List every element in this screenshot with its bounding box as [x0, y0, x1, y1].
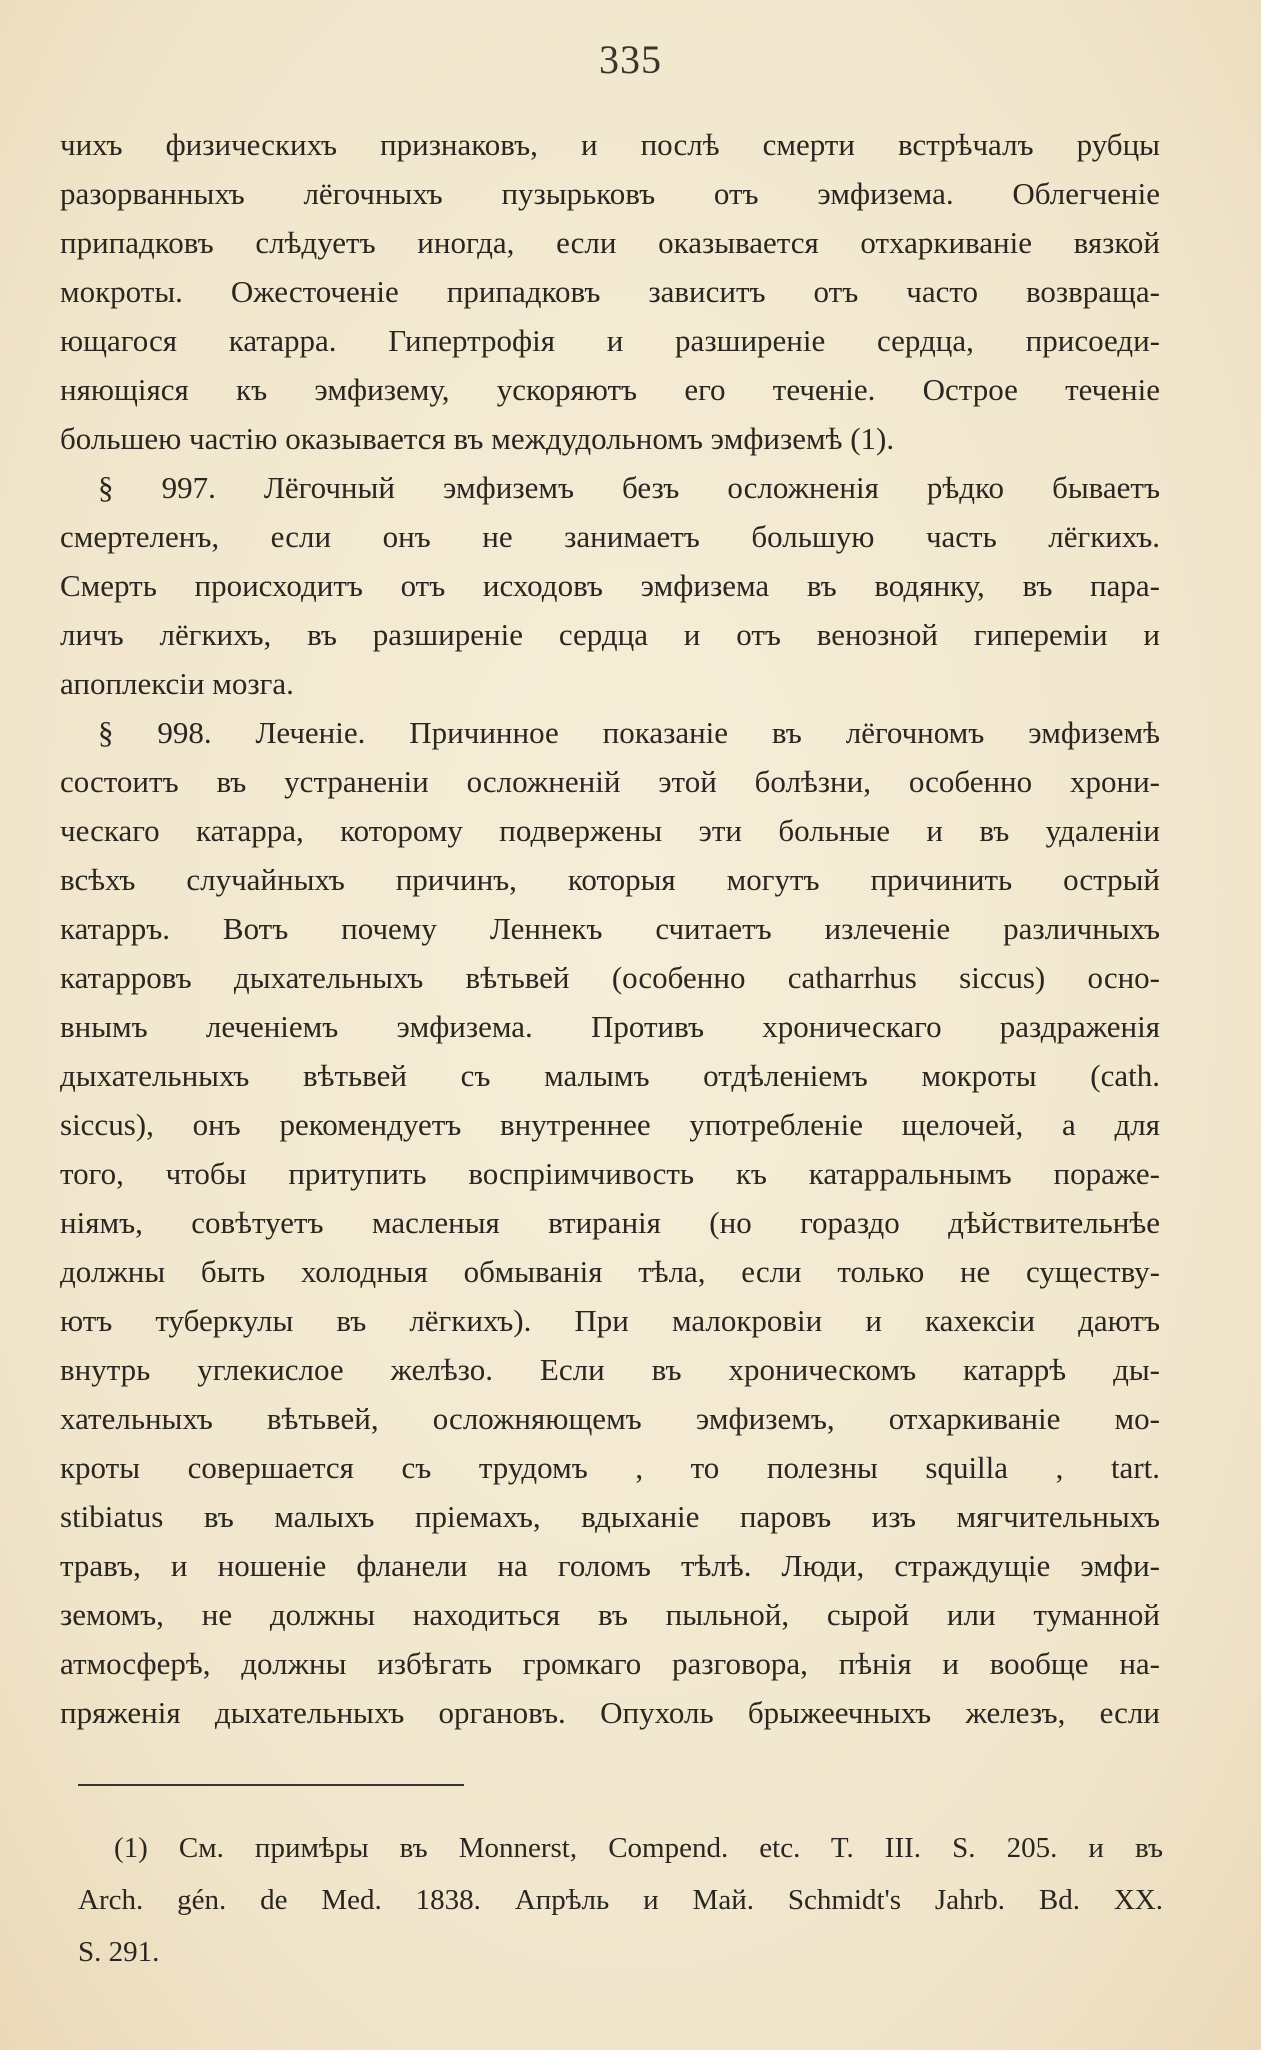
text-line: stibiatus въ малыхъ пріемахъ, вдыханіе паровъ изъ мягчительныхъ [60, 1499, 1160, 1534]
text-line: ютъ туберкулы въ лёгкихъ). При малокровіи и кахексіи даютъ [60, 1303, 1160, 1338]
text-line: ющагося катарра. Гипертрофія и разширеніе сердца, присоеди- [60, 323, 1160, 358]
text-line: катарръ. Вотъ почему Леннекъ считаетъ излеченіе различныхъ [60, 911, 1160, 946]
text-line: мокроты. Ожесточеніе припадковъ зависитъ отъ часто возвраща- [60, 274, 1160, 309]
footnote-line: Arch. gén. de Med. 1838. Апрѣль и Май. Schmidt's Jahrb. Bd. XX. [78, 1884, 1163, 1916]
text-line: дыхательныхъ вѣтьвей съ малымъ отдѣленіемъ мокроты (cath. [60, 1058, 1160, 1093]
text-line: Смерть происходитъ отъ исходовъ эмфизема въ водянку, въ пара- [60, 568, 1160, 603]
text-line: внутрь углекислое желѣзо. Если въ хроническомъ катаррѣ ды- [60, 1352, 1160, 1387]
text-line: хательныхъ вѣтьвей, осложняющемъ эмфиземъ, отхаркиваніе мо- [60, 1401, 1160, 1436]
text-line: травъ, и ношеніе фланели на голомъ тѣлѣ. Люди, страждущіе эмфи- [60, 1548, 1160, 1583]
text-line: разорванныхъ лёгочныхъ пузырьковъ отъ эмфизема. Облегченіе [60, 176, 1160, 211]
text-line: внымъ леченіемъ эмфизема. Противъ хроническаго раздраженія [60, 1009, 1160, 1044]
body-text [60, 120, 1160, 1737]
text-line: апоплексіи мозга. [60, 666, 294, 701]
text-line: должны быть холодныя обмыванія тѣла, если только не существу- [60, 1254, 1160, 1289]
footnote-line: S. 291. [78, 1936, 160, 1968]
text-line: siccus), онъ рекомендуетъ внутреннее употребленіе щелочей, а для [60, 1107, 1160, 1142]
footnote [78, 1822, 1163, 1978]
text-line: всѣхъ случайныхъ причинъ, которыя могутъ причинить острый [60, 862, 1160, 897]
text-line: состоитъ въ устраненіи осложненій этой болѣзни, особенно хрони- [60, 764, 1160, 799]
page-number: 335 [599, 37, 662, 82]
section-998-heading-line: § 998. Леченіе. Причинное показаніе въ лёгочномъ эмфиземѣ [98, 715, 1160, 750]
text-line: кроты совершается съ трудомъ , то полезны squilla , tart. [60, 1450, 1160, 1485]
text-line: земомъ, не должны находиться въ пыльной, сырой или туманной [60, 1597, 1160, 1632]
text-line: ніямъ, совѣтуетъ масленыя втиранія (но гораздо дѣйствительнѣе [60, 1205, 1160, 1240]
text-line: припадковъ слѣдуетъ иногда, если оказывается отхаркиваніе вязкой [60, 225, 1160, 260]
text-line: большею частію оказывается въ междудольномъ эмфиземѣ (1). [60, 421, 895, 456]
footnote-line: (1) См. примѣры въ Monnerst, Compend. etc. T. III. S. 205. и въ [114, 1832, 1163, 1864]
text-line: катарровъ дыхательныхъ вѣтьвей (особенно catharrhus siccus) осно- [60, 960, 1160, 995]
text-line: того, чтобы притупить воспріимчивость къ катарральнымъ пораже- [60, 1156, 1160, 1191]
footnote-divider [78, 1784, 464, 1786]
text-line: атмосферѣ, должны избѣгать громкаго разговора, пѣнія и вообще на- [60, 1646, 1160, 1681]
text-line: ческаго катарра, которому подвержены эти больные и въ удаленіи [60, 813, 1160, 848]
text-line: чихъ физическихъ признаковъ, и послѣ смерти встрѣчалъ рубцы [60, 127, 1160, 162]
text-line: няющіяся къ эмфизему, ускоряютъ его теченіе. Острое теченіе [60, 372, 1160, 407]
text-line: смертеленъ, если онъ не занимаетъ большую часть лёгкихъ. [60, 519, 1160, 554]
text-line: личъ лёгкихъ, въ разширеніе сердца и отъ венозной гипереміи и [60, 617, 1160, 652]
section-997-heading-line: § 997. Лёгочный эмфиземъ безъ осложненія рѣдко бываетъ [98, 470, 1160, 505]
text-line: пряженія дыхательныхъ органовъ. Опухоль брыжеечныхъ железъ, если [60, 1695, 1160, 1730]
